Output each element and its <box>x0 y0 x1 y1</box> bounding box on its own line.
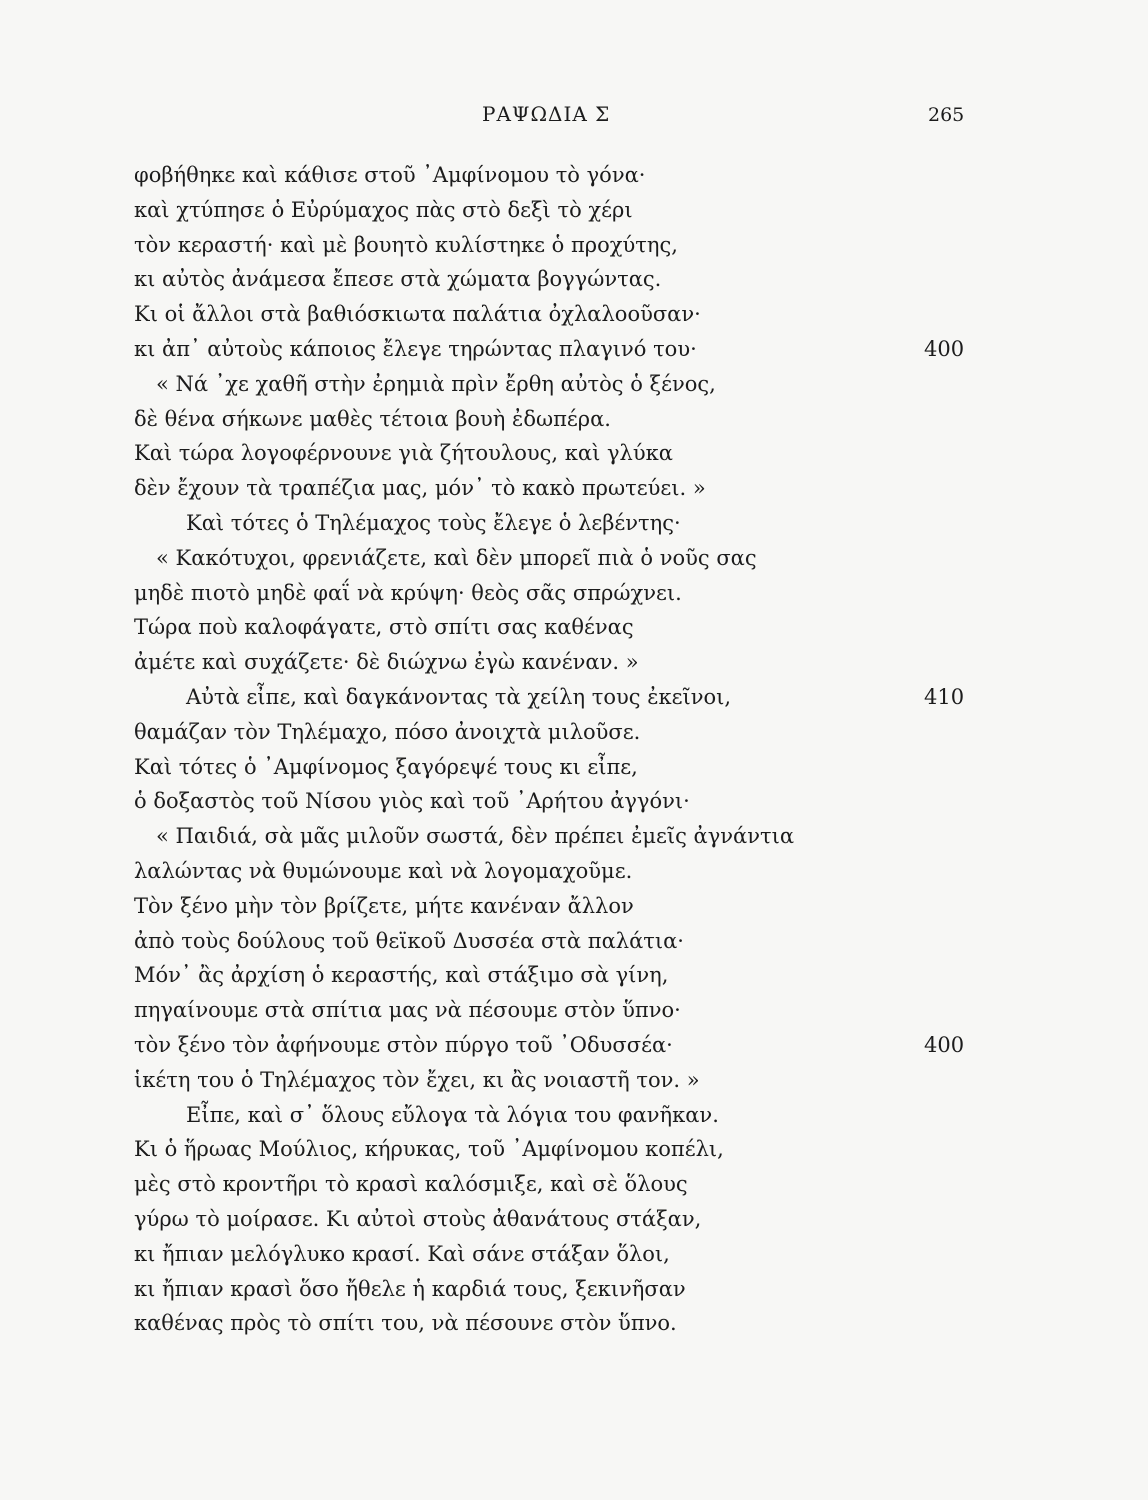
verse-text: δὲ θένα σήκωνε μαθὲς τέτοια βουὴ ἐδωπέρα. <box>134 406 611 431</box>
verse-text: ὁ δοξαστὸς τοῦ Νίσου γιὸς καὶ τοῦ ᾿Αρήτου ἀγγόνι· <box>134 789 690 814</box>
verse-line <box>134 1028 974 1063</box>
verse-line <box>134 610 974 645</box>
verse-text: Τὸν ξένο μὴν τὸν βρίζετε, μήτε κανέναν ἄλλον <box>134 893 634 918</box>
verse-line <box>134 262 974 297</box>
verse-line <box>134 158 974 193</box>
verse-text: Τώρα ποὺ καλοφάγατε, στὸ σπίτι σας καθένας <box>134 615 634 640</box>
verse-line <box>134 1132 974 1167</box>
verse-line <box>134 819 974 854</box>
verse-line <box>134 750 974 785</box>
verse-text: θαμάζαν τὸν Τηλέμαχο, πόσο ἀνοιχτὰ μιλοῦσε. <box>134 719 641 744</box>
verse-line <box>134 471 974 506</box>
verse-line <box>134 1167 974 1202</box>
verse-line <box>134 436 974 471</box>
verse-text: κι ἤπιαν κρασὶ ὅσο ἤθελε ἡ καρδιά τους, ξεκινῆσαν <box>134 1276 686 1301</box>
verse-line <box>134 958 974 993</box>
verse-line <box>134 297 974 332</box>
verse-text: γύρω τὸ μοίρασε. Κι αὐτοὶ στοὺς ἀθανάτους στάξαν, <box>134 1206 702 1231</box>
verse-line <box>134 715 974 750</box>
verse-line <box>134 541 974 576</box>
line-number: 400 <box>924 336 965 361</box>
verse-text: δὲν ἔχουν τὰ τραπέζια μας, μόν᾿ τὸ κακὸ πρωτεύει. » <box>134 476 706 501</box>
verse-line <box>134 889 974 924</box>
book-title: ΡΑΨΩΔΙΑ Σ <box>482 102 611 126</box>
verse-text: Καὶ τότες ὁ Τηλέμαχος τοὺς ἔλεγε ὁ λεβέντης· <box>186 510 681 535</box>
verse-text: « Παιδιά, σὰ μᾶς μιλοῦν σωστά, δὲν πρέπει ἐμεῖς ἀγνάντια <box>156 824 795 849</box>
verse-text: ἀπὸ τοὺς δούλους τοῦ θεϊκοῦ Δυσσέα στὰ παλάτια· <box>134 928 684 953</box>
verse-text: Κι οἱ ἄλλοι στὰ βαθιόσκιωτα παλάτια ὀχλαλοοῦσαν· <box>134 302 701 327</box>
verse-text: Μόν᾿ ἂς ἀρχίση ὁ κεραστής, καὶ στάξιμο σὰ γίνη, <box>134 963 669 988</box>
verse-text: « Κακότυχοι, φρενιάζετε, καὶ δὲν μπορεῖ πιὰ ὁ νοῦς σας <box>156 545 757 570</box>
verse-line <box>134 1306 974 1341</box>
verse-text: Κι ὁ ἥρωας Μούλιος, κήρυκας, τοῦ ᾿Αμφίνομου κοπέλι, <box>134 1137 724 1162</box>
verse-text: μηδὲ πιοτὸ μηδὲ φαΐ νὰ κρύψη· θεὸς σᾶς σπρώχνει. <box>134 580 682 605</box>
verse-line <box>134 924 974 959</box>
line-number: 400 <box>924 1032 965 1057</box>
verse-text: ἱκέτη του ὁ Τηλέμαχος τὸν ἔχει, κι ἂς νοιαστῆ τον. » <box>134 1067 700 1092</box>
verse-line <box>134 1272 974 1307</box>
verse-text: καθένας πρὸς τὸ σπίτι του, νὰ πέσουνε στὸν ὕπνο. <box>134 1311 677 1336</box>
verse-line <box>134 854 974 889</box>
verse-line <box>134 576 974 611</box>
verse-line <box>134 367 974 402</box>
verse-line <box>134 645 974 680</box>
line-number: 410 <box>924 684 965 709</box>
verse-line <box>134 993 974 1028</box>
verse-block <box>134 158 974 1341</box>
verse-text: « Νά ᾿χε χαθῆ στὴν ἐρημιὰ πρὶν ἔρθη αὐτὸς ὁ ξένος, <box>156 371 716 396</box>
running-head <box>0 102 1148 132</box>
verse-text: Καὶ τώρα λογοφέρνουνε γιὰ ζήτουλους, καὶ γλύκα <box>134 441 673 466</box>
verse-text: κι ἤπιαν μελόγλυκο κρασί. Καὶ σάνε στάξαν ὅλοι, <box>134 1241 670 1266</box>
verse-line <box>134 1237 974 1272</box>
verse-line <box>134 1063 974 1098</box>
verse-text: λαλώντας νὰ θυμώνουμε καὶ νὰ λογομαχοῦμε. <box>134 858 633 883</box>
verse-text: Εἶπε, καὶ σ᾿ ὅλους εὔλογα τὰ λόγια του φανῆκαν. <box>186 1102 719 1127</box>
verse-text: μὲς στὸ κροντῆρι τὸ κρασὶ καλόσμιξε, καὶ σὲ ὅλους <box>134 1172 688 1197</box>
verse-text: Καὶ τότες ὁ ᾿Αμφίνομος ξαγόρεψέ τους κι εἶπε, <box>134 754 638 779</box>
verse-line <box>134 506 974 541</box>
verse-line <box>134 1098 974 1133</box>
verse-text: τὸν κεραστή· καὶ μὲ βουητὸ κυλίστηκε ὁ προχύτης, <box>134 232 678 257</box>
verse-text: φοβήθηκε καὶ κάθισε στοῦ ᾿Αμφίνομου τὸ γόνα· <box>134 163 646 187</box>
verse-line <box>134 228 974 263</box>
verse-line <box>134 680 974 715</box>
verse-line <box>134 784 974 819</box>
verse-line <box>134 332 974 367</box>
page-number: 265 <box>928 104 965 126</box>
verse-text: πηγαίνουμε στὰ σπίτια μας νὰ πέσουμε στὸν ὕπνο· <box>134 998 681 1023</box>
verse-text: καὶ χτύπησε ὁ Εὐρύμαχος πὰς στὸ δεξὶ τὸ χέρι <box>134 197 633 222</box>
verse-text: ἀμέτε καὶ συχάζετε· δὲ διώχνω ἐγὼ κανέναν. » <box>134 650 639 675</box>
verse-line <box>134 1202 974 1237</box>
verse-text: τὸν ξένο τὸν ἀφήνουμε στὸν πύργο τοῦ ᾿Οδυσσέα· <box>134 1032 673 1057</box>
verse-line <box>134 402 974 437</box>
verse-text: κι αὐτὸς ἀνάμεσα ἔπεσε στὰ χώματα βογγώντας. <box>134 267 662 292</box>
verse-text: Αὐτὰ εἶπε, καὶ δαγκάνοντας τὰ χείλη τους ἐκεῖνοι, <box>186 684 732 709</box>
verse-line <box>134 193 974 228</box>
verse-text: κι ἀπ᾿ αὐτοὺς κάποιος ἔλεγε τηρώντας πλαγινό του· <box>134 336 697 361</box>
